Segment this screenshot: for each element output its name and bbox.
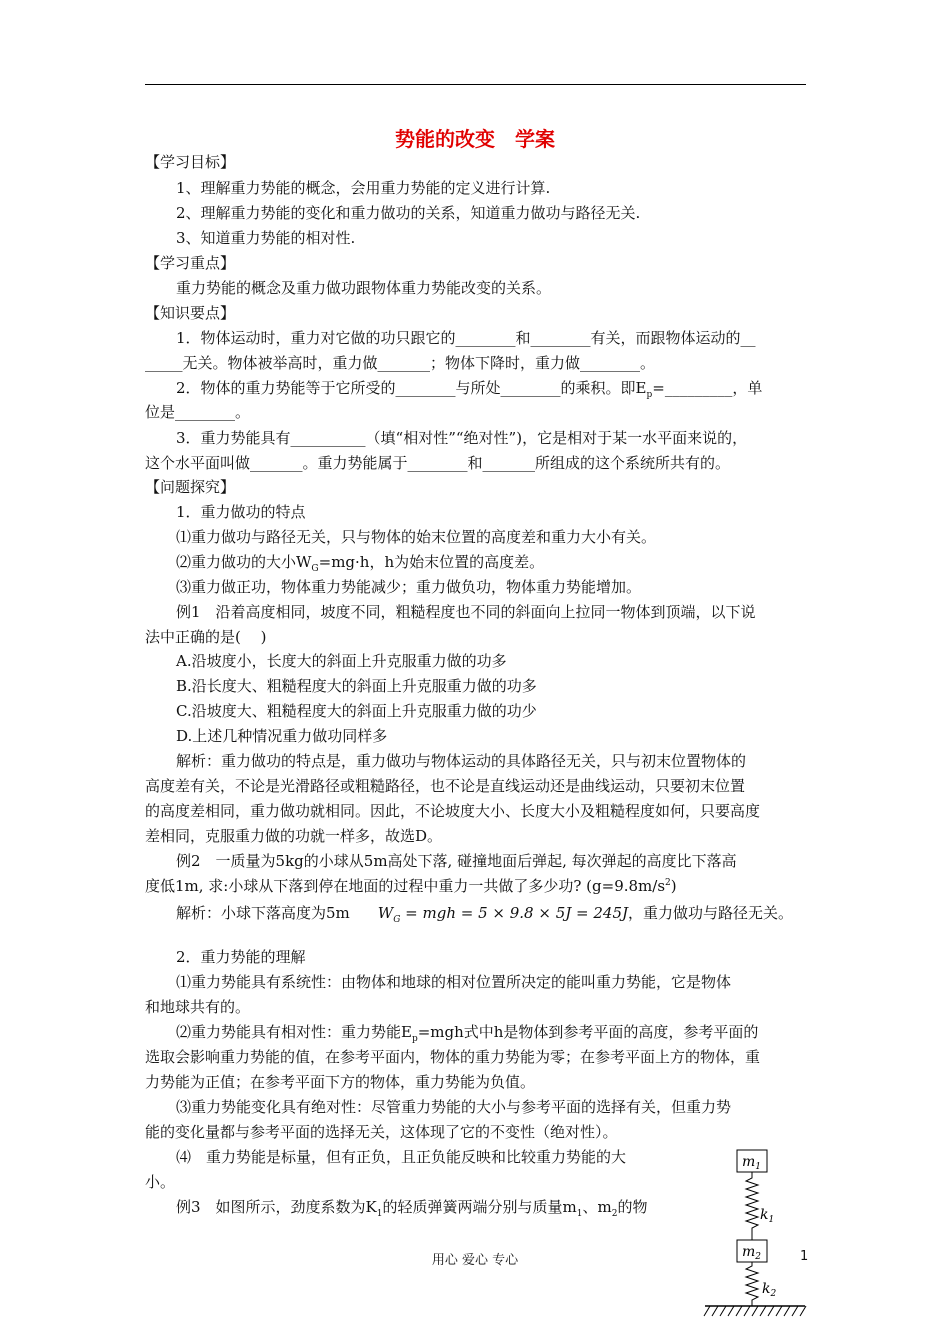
explore-subheading-1: 1．重力做功的特点 [176, 503, 306, 521]
page-number: 1 [800, 1249, 809, 1264]
explore-point: ⑴重力势能具有系统性：由物体和地球的相对位置所决定的能叫重力势能，它是物体 [176, 973, 732, 991]
explore-point: ⑶重力做正功，物体重力势能减少；重力做负功，物体重力势能增加。 [176, 578, 642, 596]
solution-1: 解析：重力做功的特点是，重力做功与物体运动的具体路径无关，只与初末位置物体的 [176, 752, 747, 770]
section-heading-goals: 【学习目标】 [145, 153, 236, 171]
explore-point: ⑵重力势能具有相对性：重力势能$E_p=mgh$式中h是物体到参考平面的高度，参考平面的 [176, 1023, 759, 1044]
example-2-line-1: 例2 一质量为5kg的小球从5m高处下落, 碰撞地面后弹起, 每次弹起的高度比下落高 [176, 852, 737, 870]
explore-point: ⑷ 重力势能是标量，但有正负，且正负能反映和比较重力势能的大 [176, 1148, 627, 1166]
explore-point: 小。 [145, 1173, 176, 1191]
solution-1: 高度差有关，不论是光滑路径或粗糙路径，也不论是直线运动还是曲线运动，只要初末位置 [145, 777, 746, 795]
goal-item: 3、知道重力势能的相对性. [176, 229, 356, 247]
page-title: 势能的改变 学案 [395, 127, 555, 151]
option-a: A.沿坡度小，长度大的斜面上升克服重力做的功多 [176, 652, 507, 670]
knowledge-2-line-1: 2．物体的重力势能等于它所受的________与所处________的乘积。即$E_p=\_\_\_\_\_\_\_\_\_$，单 [176, 379, 763, 400]
explore-point: 选取会影响重力势能的值，在参考平面内，物体的重力势能为零；在参考平面上方的物体，重 [145, 1048, 761, 1066]
header-rule [145, 84, 806, 85]
spring-mass-figure [700, 1148, 810, 1328]
option-d: D.上述几种情况重力做功同样多 [176, 727, 388, 745]
ground-hatch [704, 1306, 806, 1316]
solution-2: 解析：小球下落高度为5m $W_G$ = mgh = 5 × 9.8 × 5J = 245J，重力做功与路径无关。 [176, 904, 794, 925]
example-1-line-1: 例1 沿着高度相同，坡度不同，粗糙程度也不同的斜面向上拉同一物体到顶端，以下说 [176, 603, 756, 621]
spring-k1 [746, 1172, 758, 1240]
option-b: B.沿长度大、粗糙程度大的斜面上升克服重力做的功多 [176, 677, 537, 695]
solution-1: 差相同，克服重力做的功就一样多，故选D。 [145, 827, 443, 845]
section-heading-focus: 【学习重点】 [145, 254, 236, 272]
label-k2: $k_2$ [762, 1281, 777, 1299]
explore-point: ⑶重力势能变化具有绝对性：尽管重力势能的大小与参考平面的选择有关，但重力势 [176, 1098, 732, 1116]
knowledge-3-line-2: 这个水平面叫做_______。重力势能属于________和_______所组成的这个系统所共有的。 [145, 454, 731, 472]
option-c: C.沿坡度大、粗糙程度大的斜面上升克服重力做的功少 [176, 702, 537, 720]
goal-item: 2、理解重力势能的变化和重力做功的关系，知道重力做功与路径无关. [176, 204, 641, 222]
knowledge-2-line-2: 位是________。 [145, 403, 251, 421]
spring-k2 [746, 1262, 758, 1306]
label-m2: $m_2$ [742, 1244, 762, 1262]
explore-point: 能的变化量都与参考平面的选择无关，这体现了它的不变性（绝对性）。 [145, 1123, 618, 1141]
knowledge-1-line-2: _____无关。物体被举高时，重力做_______；物体下降时，重力做________。 [145, 354, 656, 372]
footer-text: 用心 爱心 专心 [431, 1253, 519, 1268]
explore-point: ⑵重力做功的大小$W_G=mg\cdot h$，h为始末位置的高度差。 [176, 553, 545, 574]
section-heading-knowledge: 【知识要点】 [145, 304, 236, 322]
explore-point: 和地球共有的。 [145, 998, 251, 1016]
work-formula: $W_G$ = mgh = 5 × 9.8 × 5J = 245J [377, 904, 629, 925]
explore-point: 力势能为正值；在参考平面下方的物体，重力势能为负值。 [145, 1073, 536, 1091]
label-k1: $k_1$ [760, 1207, 775, 1225]
label-m1: $m_1$ [742, 1154, 762, 1172]
goal-item: 1、理解重力势能的概念，会用重力势能的定义进行计算. [176, 179, 551, 197]
focus-text: 重力势能的概念及重力做功跟物体重力势能改变的关系。 [176, 279, 552, 297]
explore-subheading-2: 2．重力势能的理解 [176, 948, 306, 966]
example-3-line-1: 例3 如图所示，劲度系数为$K_1$的轻质弹簧两端分别与质量$m_1$、$m_2$的物 [176, 1198, 648, 1219]
section-heading-explore: 【问题探究】 [145, 478, 236, 496]
explore-point: ⑴重力做功与路径无关，只与物体的始末位置的高度差和重力大小有关。 [176, 528, 657, 546]
example-1-line-2: 法中正确的是( ) [145, 628, 267, 646]
example-2-line-2: 度低1m, 求:小球从下落到停在地面的过程中重力一共做了多少功? $(g=9.8m/s^2)$ [145, 877, 677, 895]
solution-1: 的高度差相同，重力做功就相同。因此，不论坡度大小、长度大小及粗糙程度如何，只要高度 [145, 802, 761, 820]
knowledge-3-line-1: 3．重力势能具有__________（填“相对性”“绝对性”)，它是相对于某一水平面来说的， [176, 429, 748, 447]
knowledge-1-line-1: 1．物体运动时，重力对它做的功只跟它的________和________有关，而跟物体运动的__ [176, 329, 756, 347]
